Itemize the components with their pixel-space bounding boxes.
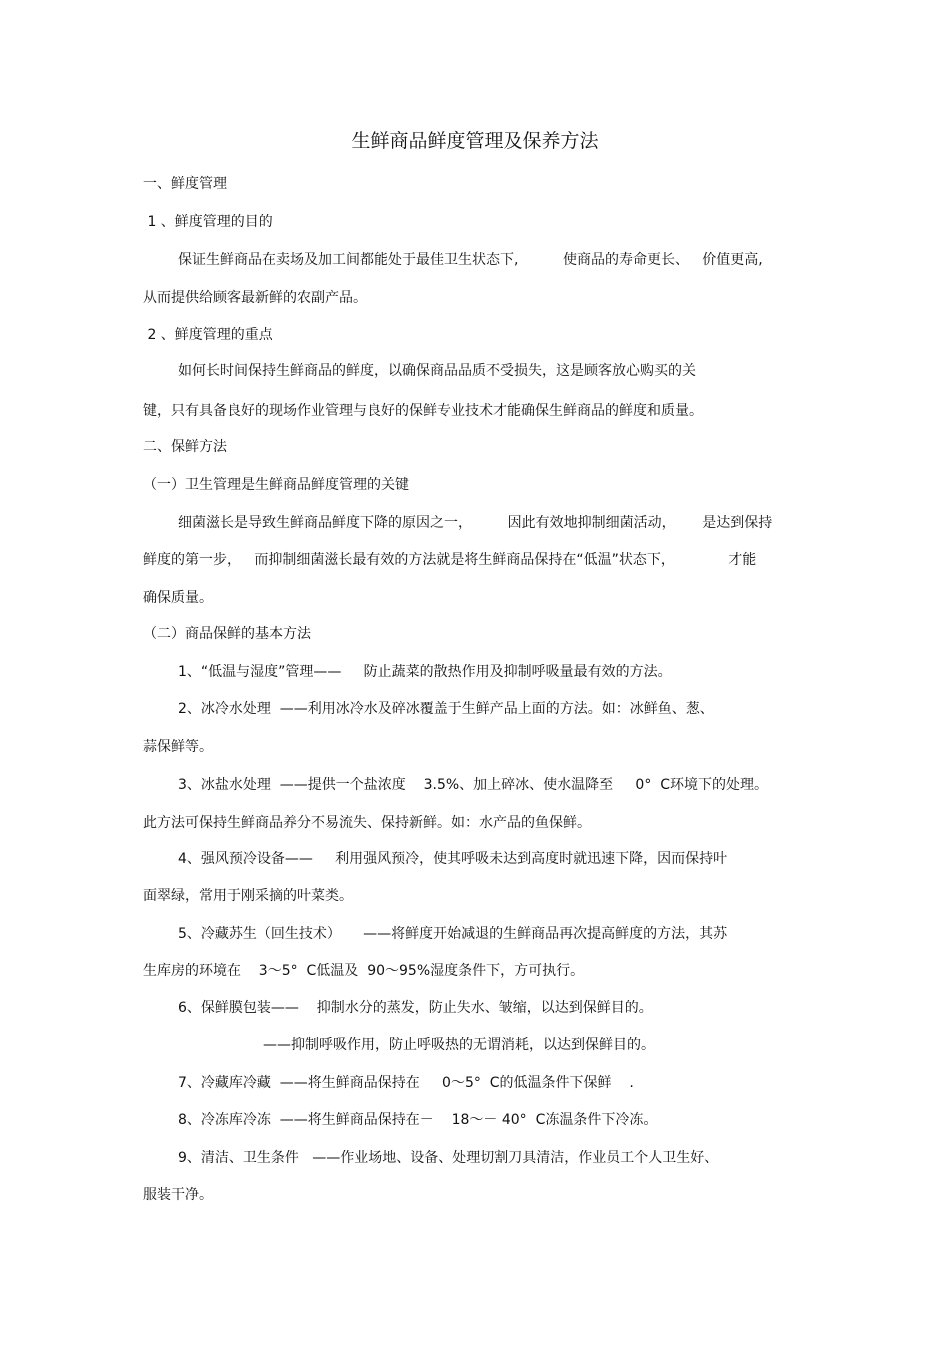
method-item: 5、冷藏苏生（回生技术） ——将鲜度开始减退的生鲜商品再次提高鲜度的方法，其苏	[178, 926, 728, 942]
method-item-continuation: 蒜保鲜等。	[143, 739, 213, 755]
subheading-purpose: 1 、鲜度管理的目的	[143, 214, 273, 230]
paragraph-line: 从而提供给顾客最新鲜的农副产品。	[143, 290, 367, 306]
method-item-continuation: 生库房的环境在 3～5° C低温及 90～95%湿度条件下，方可执行。	[143, 963, 585, 979]
method-item-continuation: 面翠绿，常用于刚采摘的叶菜类。	[143, 888, 353, 904]
section-heading-freshness-management: 一、鲜度管理	[143, 176, 227, 192]
subheading-hygiene: （一）卫生管理是生鲜商品鲜度管理的关键	[143, 477, 409, 493]
method-item: 7、冷藏库冷藏 ——将生鲜商品保持在 0～5° C的低温条件下保鲜 .	[178, 1075, 634, 1091]
paragraph-line: 如何长时间保持生鲜商品的鲜度，以确保商品品质不受损失，这是顾客放心购买的关	[178, 363, 696, 379]
subheading-key-points: 2 、鲜度管理的重点	[143, 327, 273, 343]
method-item: 9、清洁、卫生条件 ——作业场地、设备、处理切割刀具清洁，作业员工个人卫生好、	[178, 1150, 719, 1166]
paragraph-line: 保证生鲜商品在卖场及加工间都能处于最佳卫生状态下, 使商品的寿命更长、 价值更高,	[178, 252, 763, 268]
paragraph-line: 细菌滋长是导致生鲜商品鲜度下降的原因之一， 因此有效地抑制细菌活动， 是达到保持	[178, 515, 773, 531]
method-item: 2、冰冷水处理 ——利用冰冷水及碎冰覆盖于生鲜产品上面的方法。如：冰鲜鱼、葱、	[178, 701, 714, 717]
method-item: 1、“低温与湿度”管理—— 防止蔬菜的散热作用及抑制呼吸量最有效的方法。	[178, 664, 672, 680]
method-item: 3、冰盐水处理 ——提供一个盐浓度 3.5%、加上碎冰、使水温降至 0° C环境下的处理。	[178, 777, 769, 793]
paragraph-line: 确保质量。	[143, 590, 213, 606]
method-item-continuation: ——抑制呼吸作用，防止呼吸热的无谓消耗，以达到保鲜目的。	[263, 1037, 655, 1053]
method-item: 4、强风预冷设备—— 利用强风预冷，使其呼吸未达到高度时就迅速下降，因而保持叶	[178, 851, 728, 867]
paragraph-line: 键，只有具备良好的现场作业管理与良好的保鲜专业技术才能确保生鲜商品的鲜度和质量。	[143, 403, 703, 419]
paragraph-line: 鲜度的第一步， 而抑制细菌滋长最有效的方法就是将生鲜商品保持在“低温”状态下， 才能	[143, 552, 757, 568]
document-title: 生鲜商品鲜度管理及保养方法	[351, 130, 599, 152]
method-item-continuation: 此方法可保持生鲜商品养分不易流失、保持新鲜。如：水产品的鱼保鲜。	[143, 815, 591, 831]
method-item-continuation: 服装干净。	[143, 1187, 213, 1203]
method-item: 6、保鲜膜包装—— 抑制水分的蒸发，防止失水、皱缩，以达到保鲜目的。	[178, 1000, 653, 1016]
section-heading-preservation-methods: 二、保鲜方法	[143, 439, 227, 455]
method-item: 8、冷冻库冷冻 ——将生鲜商品保持在－ 18～－ 40° C冻温条件下冷冻。	[178, 1112, 658, 1128]
subheading-basic-methods: （二）商品保鲜的基本方法	[143, 626, 311, 642]
